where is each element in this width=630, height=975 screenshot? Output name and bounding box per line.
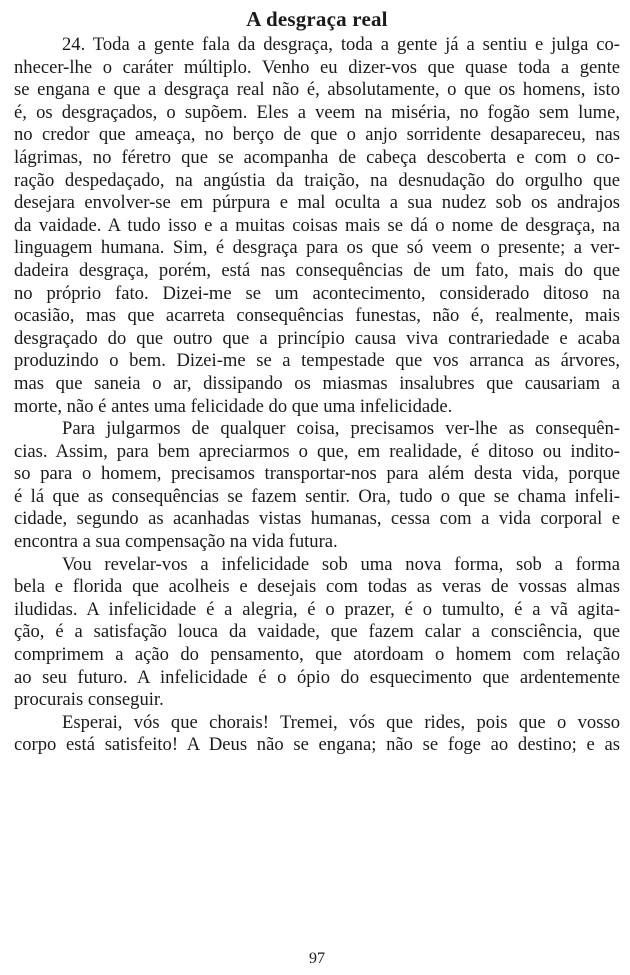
text-line: Vou revelar-vos a infelicidade sob uma nova forma, sob a forma bbox=[62, 553, 620, 575]
body-text bbox=[14, 34, 620, 757]
text-line: encontra a sua compensação na vida futura. bbox=[14, 531, 338, 553]
text-line: ao seu futuro. A infelicidade é o ópio do esquecimento que ardentemente bbox=[14, 666, 620, 688]
text-line: dadeira desgraça, porém, está nas consequências de um fato, mais do que bbox=[14, 259, 620, 281]
paragraph-3 bbox=[14, 554, 620, 712]
text-line: se engana e que a desgraça real não é, absolutamente, o que os homens, isto bbox=[14, 79, 620, 101]
paragraph-2 bbox=[14, 418, 620, 554]
text-line: morte, não é antes uma felicidade do que uma infelicidade. bbox=[14, 395, 453, 417]
text-line: ocasião, mas que acarreta consequências funestas, não é, realmente, mais bbox=[14, 305, 620, 327]
text-line: 24. Toda a gente fala da desgraça, toda a gente já a sentiu e julga co- bbox=[62, 34, 620, 55]
text-line: da vaidade. A tudo isso e a muitas coisas mais se dá o nome de desgraça, na bbox=[14, 214, 620, 236]
text-line: é, os desgraçados, o supõem. Eles a veem na miséria, no fogão sem lume, bbox=[14, 101, 620, 123]
page-number: 97 bbox=[309, 950, 325, 967]
book-page bbox=[14, 4, 620, 971]
text-line: Esperai, vós que chorais! Tremei, vós que rides, pois que o vosso bbox=[62, 711, 620, 733]
text-line: é lá que as consequências se fazem sentir. Ora, tudo o que se chama infeli- bbox=[14, 485, 620, 507]
text-line: desejara envolver-se em púrpura e mal oculta a sua nudez sob os andrajos bbox=[14, 192, 620, 214]
text-line: linguagem humana. Sim, é desgraça para os que só veem o presente; a ver- bbox=[14, 237, 620, 259]
text-line: bela e florida que acolheis e desejais com todas as veras de vossas almas bbox=[14, 576, 620, 598]
text-line: corpo está satisfeito! A Deus não se engana; não se foge ao destino; e as bbox=[14, 734, 620, 756]
text-line: ção, é a satisfação louca da vaidade, que fazem calar a consciência, que bbox=[14, 621, 620, 643]
paragraph-1 bbox=[14, 34, 620, 418]
text-line: lágrimas, no féretro que se acompanha de cabeça descoberta e com o co- bbox=[14, 146, 620, 168]
section-title: A desgraça real bbox=[246, 7, 388, 31]
text-line: no próprio fato. Dizei-me se um acontecimento, considerado ditoso na bbox=[14, 282, 620, 304]
text-line: Para julgarmos de qualquer coisa, precisamos ver-lhe as consequên- bbox=[62, 418, 620, 440]
text-line: comprimem a ação do pensamento, que atordoam o homem com relação bbox=[14, 644, 620, 666]
text-line: nhecer-lhe o caráter múltiplo. Venho eu dizer-vos que quase toda a gente bbox=[14, 56, 620, 78]
text-line: so para o homem, precisamos transportar-nos para além desta vida, porque bbox=[14, 463, 620, 485]
text-line: procurais conseguir. bbox=[14, 689, 164, 711]
text-line: mas que saneia o ar, dissipando os miasmas insalubres que causariam a bbox=[14, 372, 620, 394]
text-line: no credor que ameaça, no berço de que o anjo sorridente desapareceu, nas bbox=[14, 124, 620, 146]
text-line: ração despedaçado, na angústia da traição, na desnudação do orgulho que bbox=[14, 169, 620, 191]
text-line: produzindo o bem. Dizei-me se a tempestade que vos arranca as árvores, bbox=[14, 350, 620, 372]
text-line: desgraçado do que outro que a princípio causa viva contrariedade e acaba bbox=[14, 327, 620, 349]
text-line: cias. Assim, para bem apreciarmos o que, em realidade, é ditoso ou indito- bbox=[14, 440, 620, 462]
text-line: cidade, segundo as acanhadas vistas humanas, cessa com a vida corporal e bbox=[14, 508, 620, 530]
text-line: iludidas. A infelicidade é a alegria, é o prazer, é o tumulto, é a vã agita- bbox=[14, 598, 620, 620]
paragraph-4 bbox=[14, 712, 620, 757]
